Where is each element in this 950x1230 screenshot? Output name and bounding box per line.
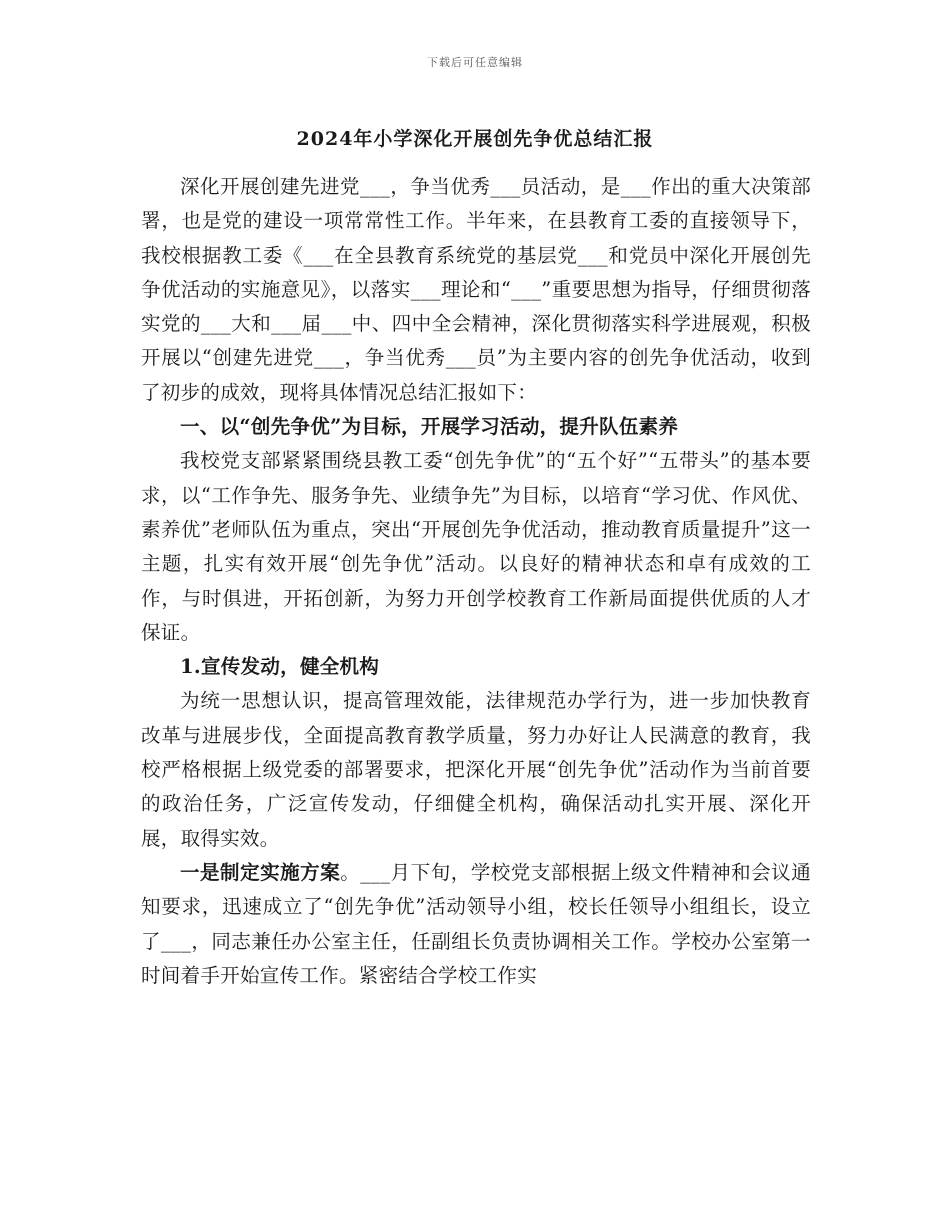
- header-note: 下载后可任意编辑: [427, 56, 523, 69]
- paragraph-plan: [141, 856, 811, 993]
- paragraph-section-1: 我校党支部紧紧围绕县教工委“创先争优”的“五个好”“五带头”的基本要求，以“工作争先、服务争先、业绩争先”为目标，以培育“学习优、作风优、素养优”老师队伍为重点，突出“开展创先争优活动，推动教育质量提升”这一主题，扎实有效开展“创先争优”活动。以良好的精神状态和卓有成效的工作，与时俱进，开拓创新，为努力开创学校教育工作新局面提供优质的人才保证。: [141, 449, 811, 644]
- document-body: [141, 170, 811, 993]
- subsection-heading-1: 1.宣传发动，健全机构: [180, 655, 380, 679]
- paragraph-subsection-1: 为统一思想认识，提高管理效能，法律规范办学行为，进一步加快教育改革与进展步伐，全面提高教育教学质量，努力办好让人民满意的教育，我校严格根据上级党委的部署要求，把深化开展“创先争优”活动作为当前首要的政治任务，广泛宣传发动，仔细健全机构，确保活动扎实开展、深化开展，取得实效。: [141, 689, 811, 850]
- paragraph-intro: 深化开展创建先进党___，争当优秀___员活动，是___作出的重大决策部署，也是党的建设一项常常性工作。半年来，在县教育工委的直接领导下，我校根据教工委《___在全县教育系统党的基层党___和党员中深化开展创先争优活动的实施意见》，以落实___理论和“___”重要思想为指导，仔细贯彻落实党的___大和___届___中、四中全会精神，深化贯彻落实科学进展观，积极开展以“创建先进党___，争当优秀___员”为主要内容的创先争优活动，收到了初步的成效，现将具体情况总结汇报如下：: [141, 175, 811, 404]
- paragraph-plan-body: 。___月下旬，学校党支部根据上级文件精神和会议通知要求，迅速成立了“创先争优”活动领导小组，校长任领导小组组长，设立了___，同志兼任办公室主任，任副组长负责协调相关工作。学校办公室第一时间着手开始宣传工作。紧密结合学校工作实: [141, 860, 812, 987]
- section-heading-1: 一、以“创先争优”为目标，开展学习活动，提升队伍素养: [180, 415, 679, 439]
- document-title: 2024年小学深化开展创先争优总结汇报: [296, 128, 654, 150]
- paragraph-plan-lead: 一是制定实施方案: [180, 860, 341, 884]
